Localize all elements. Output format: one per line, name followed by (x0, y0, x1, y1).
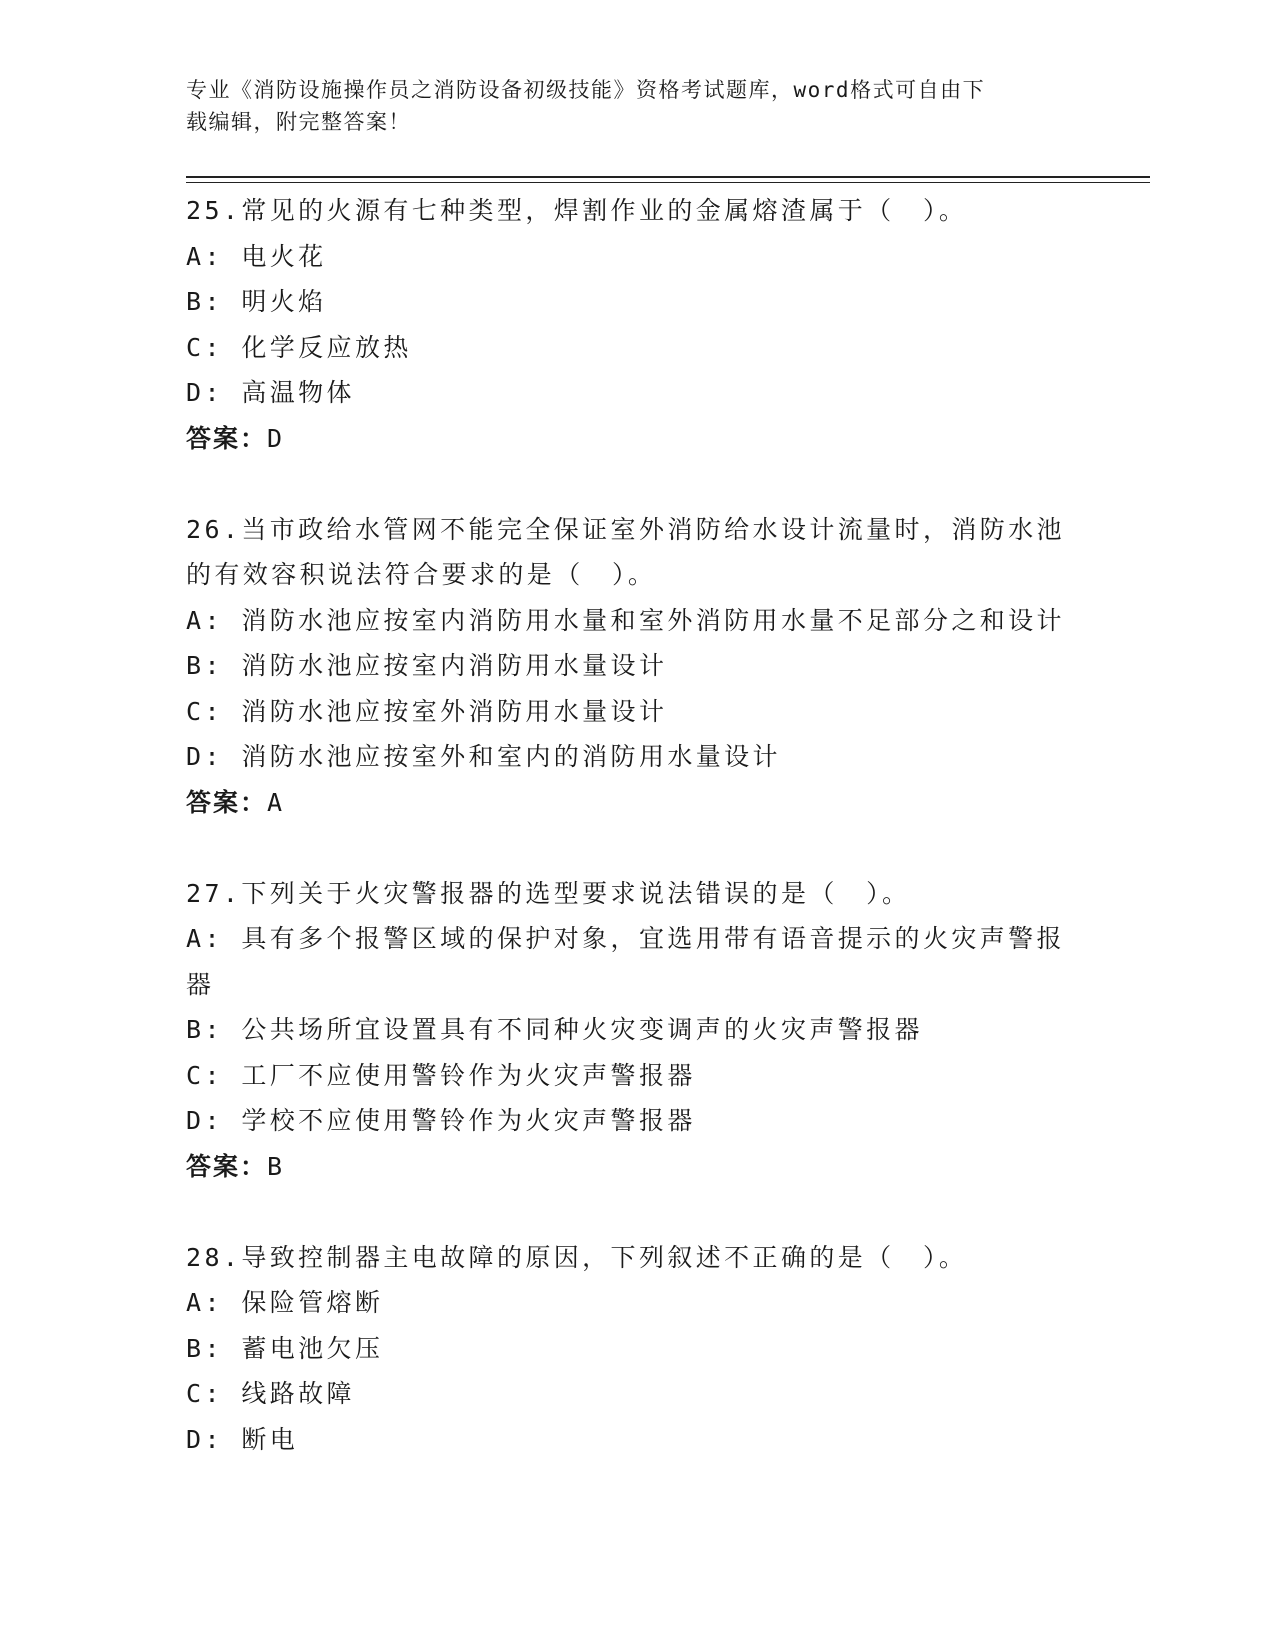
question-stem: 25.常见的火源有七种类型，焊割作业的金属熔渣属于（ ）。 (186, 196, 968, 225)
question-25 (186, 188, 1086, 461)
header-divider-thin (186, 182, 1150, 183)
option-d: D: 消防水池应按室外和室内的消防用水量设计 (186, 742, 781, 771)
option-c: C: 化学反应放热 (186, 332, 412, 362)
answer-value: B (267, 1151, 283, 1181)
question-list (186, 188, 1086, 1462)
answer-line (186, 416, 1086, 462)
header-line-2: 载编辑，附完整答案！ (186, 110, 411, 134)
spacer (186, 1189, 1086, 1235)
answer-label: 答案： (186, 787, 268, 817)
option-a: A: 电火花 (186, 241, 327, 271)
option-d: D: 高温物体 (186, 378, 355, 407)
answer-value: D (267, 423, 283, 453)
answer-label: 答案： (186, 1151, 268, 1181)
option-b: B: 公共场所宜设置具有不同种火灾变调声的火灾声警报器 (186, 1015, 923, 1044)
option-b: B: 明火焰 (186, 287, 327, 316)
answer-line (186, 780, 1086, 826)
option-b: B: 蓄电池欠压 (186, 1333, 384, 1363)
question-stem: 27.下列关于火灾警报器的选型要求说法错误的是（ ）。 (186, 878, 911, 908)
option-a: A: 消防水池应按室内消防用水量和室外消防用水量不足部分之和设计 (186, 605, 1065, 635)
answer-line (186, 1144, 1086, 1190)
option-d: D: 学校不应使用警铃作为火灾声警报器 (186, 1106, 696, 1135)
option-b: B: 消防水池应按室内消防用水量设计 (186, 651, 668, 680)
question-28 (186, 1235, 1086, 1463)
option-a-continued: 器 (186, 969, 215, 999)
question-26 (186, 507, 1086, 826)
document-header (186, 74, 1086, 138)
option-c: C: 消防水池应按室外消防用水量设计 (186, 696, 668, 726)
option-d: D: 断电 (186, 1424, 299, 1454)
question-stem-continued: 的有效容积说法符合要求的是（ ）。 (186, 560, 657, 589)
spacer (186, 825, 1086, 871)
question-stem: 26.当市政给水管网不能完全保证室外消防给水设计流量时，消防水池 (186, 514, 1065, 544)
option-c: C: 线路故障 (186, 1379, 355, 1408)
spacer (186, 461, 1086, 507)
header-line-1: 专业《消防设施操作员之消防设备初级技能》资格考试题库，word格式可自由下 (186, 78, 986, 102)
question-27 (186, 871, 1086, 1190)
answer-label: 答案： (186, 423, 268, 453)
header-divider-thick (186, 176, 1150, 178)
question-stem: 28.导致控制器主电故障的原因，下列叙述不正确的是（ ）。 (186, 1242, 968, 1272)
answer-value: A (267, 787, 283, 817)
option-a: A: 保险管熔断 (186, 1288, 384, 1317)
option-a: A: 具有多个报警区域的保护对象，宜选用带有语音提示的火灾声警报 (186, 924, 1065, 953)
option-c: C: 工厂不应使用警铃作为火灾声警报器 (186, 1060, 696, 1090)
